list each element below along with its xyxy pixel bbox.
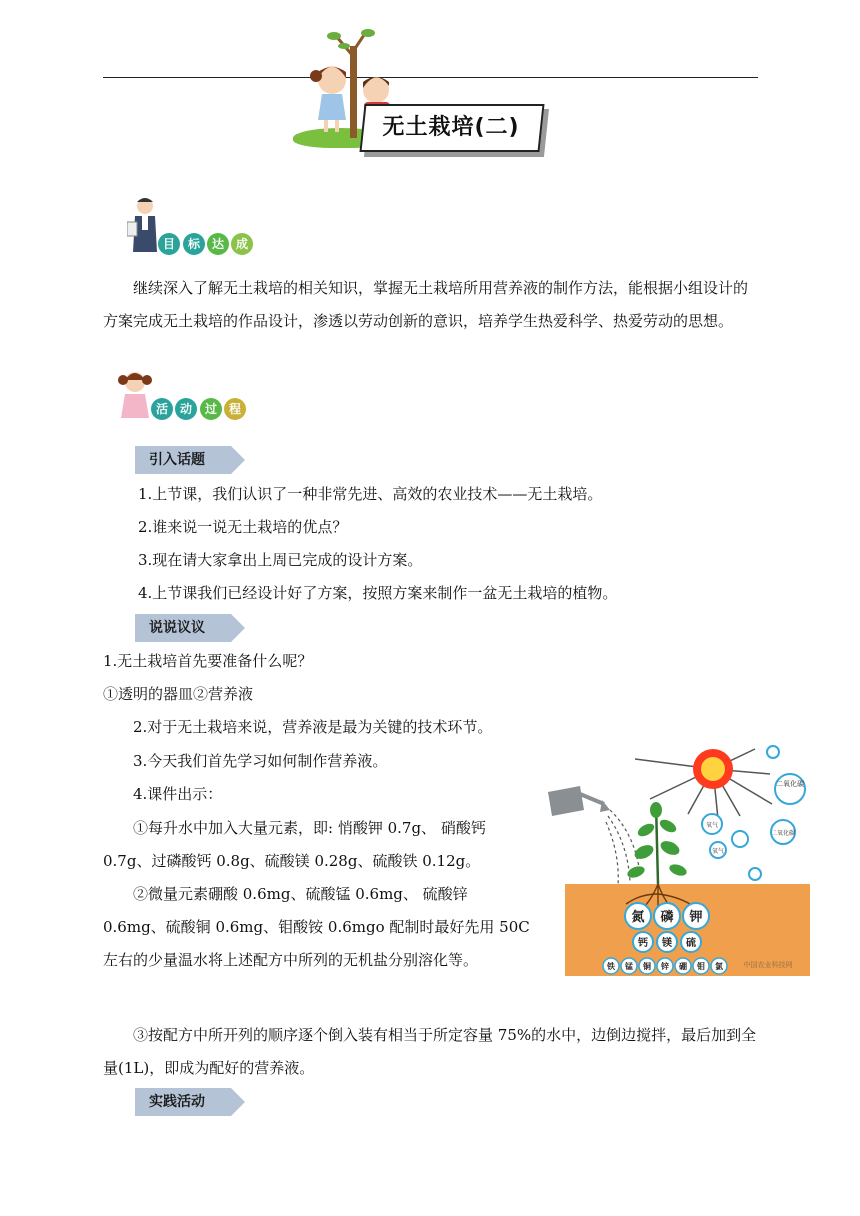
element-n: 氮 <box>631 910 645 925</box>
intro-line-1: 1.上节课，我们认识了一种非常先进、高效的农业技术——无土栽培。 <box>138 485 603 503</box>
section-label-discuss: 说说议议 <box>149 620 205 636</box>
element-ca: 钙 <box>638 938 648 949</box>
goal-badge-char-4: 成 <box>231 233 253 255</box>
element-mo: 钼 <box>697 962 705 971</box>
discuss-line-2: ①透明的器皿②营养液 <box>103 685 254 703</box>
figure-watermark: 中国农业科技网 <box>743 961 793 969</box>
discuss-line-1: 1.无土栽培首先要准备什么呢？ <box>103 652 313 670</box>
section-tag-intro <box>135 446 247 474</box>
nutrient-diagram <box>540 744 810 976</box>
recipe-step-1: ①每升水中加入大量元素，即: 悄酸钾 0.7g、 硝酸钙 0.7g、过磷酸钙 0.8g、硫酸镁 0.28g、硫酸铁 0.12g。 <box>103 819 486 870</box>
recipe-step-2: ②微量元素硼酸 0.6mg、硫酸锰 0.6mg、 硫酸锌 0.6mg、硫酸铜 0.6mg、钼酸铵 0.6mgo 配制时最好先用 50C 左右的少量温水将上述配方中所列的无机盐分别溶化等。 <box>103 885 530 969</box>
section-label-practice: 实践活动 <box>149 1094 205 1110</box>
discuss-line-5: 4.课件出示： <box>133 785 223 803</box>
page-title: 无土栽培(二) <box>382 115 520 140</box>
element-mg: 镁 <box>662 938 672 949</box>
header-rule <box>103 77 758 78</box>
element-s: 硫 <box>686 938 696 949</box>
element-mn: 锰 <box>625 962 633 971</box>
section-tag-discuss <box>135 614 247 642</box>
process-badge-char-1: 活 <box>151 398 173 420</box>
co2-label-2: 二氧化碳 <box>770 830 796 837</box>
element-fe: 铁 <box>607 962 615 971</box>
co2-label-1: 二氧化碳 <box>776 780 804 788</box>
element-cu: 铜 <box>643 962 651 971</box>
section-tag-practice <box>135 1088 247 1116</box>
process-badge-char-2: 动 <box>175 398 197 420</box>
plant-icon <box>626 802 688 884</box>
girl-icon <box>115 368 155 422</box>
intro-line-3: 3.现在请大家拿出上周已完成的设计方案。 <box>138 551 423 569</box>
recipe-step-3: ③按配方中所开列的顺序逐个倒入装有相当于所定容量 75%的水中，边倒边搅拌，最后加到全量(1L)，即成为配好的营养液。 <box>103 1026 757 1077</box>
goal-badge-char-2: 标 <box>183 233 205 255</box>
goal-badge-char-1: 目 <box>158 233 180 255</box>
element-b: 硼 <box>679 962 687 971</box>
process-badge-char-3: 过 <box>200 398 222 420</box>
process-badge-char-4: 程 <box>224 398 246 420</box>
intro-line-4: 4.上节课我们已经设计好了方案，按照方案来制作一盆无土栽培的植物。 <box>138 584 618 602</box>
hydroponics-figure <box>540 744 810 976</box>
discuss-line-4: 3.今天我们首先学习如何制作营养液。 <box>133 752 388 770</box>
watering-can-icon <box>548 786 610 816</box>
element-p: 磷 <box>660 910 674 925</box>
intro-line-2: 2.谁来说一说无土栽培的优点？ <box>138 518 348 536</box>
goal-paragraph: 继续深入了解无土栽培的相关知识，掌握无土栽培所用营养液的制作方法，能根据小组设计的方案完成无土栽培的作品设计，渗透以劳动创新的意识，培养学生热爱科学、热爱劳动的思想。 <box>103 279 749 330</box>
goal-badge-char-3: 达 <box>207 233 229 255</box>
o2-label-2: 氧气 <box>711 848 725 855</box>
o2-label-1: 氧气 <box>705 822 719 829</box>
section-label-intro: 引入话题 <box>149 452 205 468</box>
element-zn: 锌 <box>661 962 669 971</box>
discuss-line-3: 2.对于无土栽培来说，营养液是最为关键的技术环节。 <box>133 718 493 736</box>
element-cl: 氯 <box>715 962 723 971</box>
element-k: 钾 <box>689 910 703 925</box>
